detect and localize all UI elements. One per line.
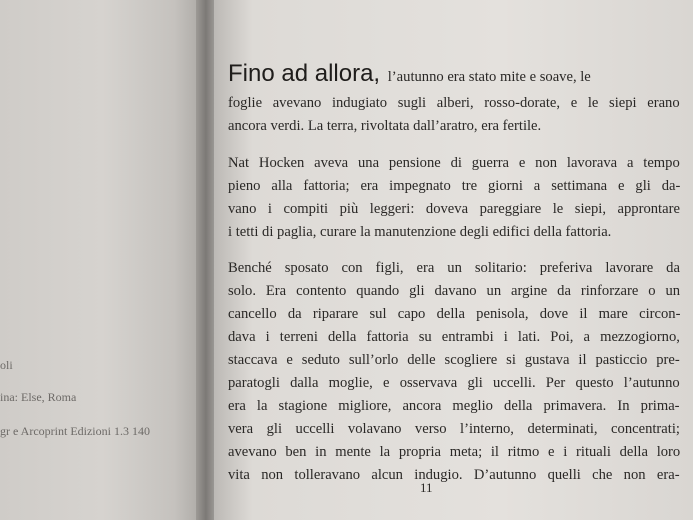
text-line: vita non tolleravano alcun indugio. D’autunno quelli che non era- (228, 467, 680, 483)
text-line: Nat Hocken aveva una pensione di guerra e non lavorava a tempo (228, 155, 680, 171)
text-line: Benché sposato con figli, era un solitario: preferiva lavorare da (228, 260, 680, 276)
text-line: staccava e seduto sull’orlo delle scogliere si gustava il pasticcio pre- (228, 352, 680, 368)
text-line: pieno alla fattoria; era impegnato tre giorni a settimana e gli da- (228, 178, 681, 194)
colophon-line: ina: Else, Roma (0, 390, 77, 404)
colophon-line: oli (0, 358, 13, 372)
colophon-line: gr e Arcoprint Edizioni 1.3 140 (0, 424, 150, 438)
left-page (0, 0, 205, 520)
lead-in: Fino ad allora, (228, 60, 381, 87)
text-line: foglie avevano indugiato sugli alberi, rosso-dorate, e le siepi erano (228, 95, 680, 111)
text-line: solo. Era contento quando gli davano un argine da rinforzare o un (228, 283, 681, 299)
page-number: 11 (420, 480, 433, 495)
text-line: era la stagione migliore, ancora meglio della primavera. In prima- (228, 398, 680, 414)
text-line: cancello da riparare sul capo della penisola, dove il mare circon- (228, 306, 681, 322)
text-line: avevano ben in mente la propria meta; il ritmo e i rituali della loro (228, 444, 681, 460)
text-line: dava i terreni della fattoria su entrambi i lati. Poi, a mezzogiorno, (228, 329, 680, 345)
text-line: vano i compiti più leggeri: doveva pareggiare le siepi, approntare (228, 201, 680, 217)
text-line: i tetti di paglia, curare la manutenzione degli edifici della fattoria. (228, 224, 612, 240)
text-line: paratogli dalla moglie, e osservava gli uccelli. Per questo l’autunno (228, 375, 680, 391)
text-line: ancora verdi. La terra, rivoltata dall’aratro, era fertile. (228, 118, 542, 134)
first-line (228, 60, 591, 88)
text-line: l’autunno era stato mite e soave, le (387, 69, 591, 85)
text-line: vera gli uccelli volavano verso l’interno, determinati, concentrati; (228, 421, 680, 437)
